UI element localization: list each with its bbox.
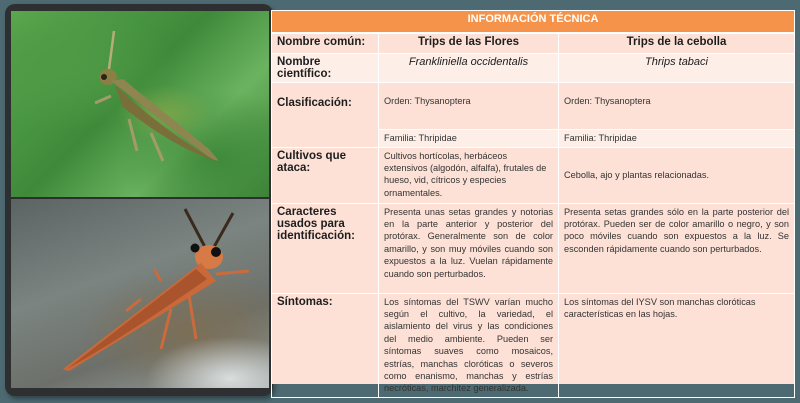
table-title: INFORMACIÓN TÉCNICA <box>272 11 795 34</box>
table-row-scientific-name <box>272 53 795 82</box>
row-label: Nombre común: <box>272 33 379 53</box>
row-label: Nombre científico: <box>272 53 379 82</box>
crops-flores: Cultivos hortícolas, herbáceos extensivos (algodón, alfalfa), frutales de hueso, vid, cítricos y especies ornamentales. <box>379 147 559 203</box>
crops-cebolla: Cebolla, ajo y plantas relacionadas. <box>559 147 795 203</box>
symptoms-cebolla: Los síntomas del IYSV son manchas cloróticas características en las hojas. <box>559 293 795 397</box>
table-row-common-name <box>272 33 795 53</box>
family-flores: Familia: Thripidae <box>379 129 559 147</box>
order-flores: Orden: Thysanoptera <box>379 82 559 129</box>
table-row-crops <box>272 147 795 203</box>
row-label: Clasificación: <box>272 82 379 147</box>
identification-cebolla: Presenta setas grandes sólo en la parte posterior del protórax. Pueden ser de color amarillo o negro, y son poco móviles cuando son expuestos a la luz. Se esconden rápidamente cuando son perturbados. <box>559 203 795 293</box>
table-row-identification <box>272 203 795 293</box>
thrips-onion-photo <box>11 199 269 388</box>
identification-flores: Presenta unas setas grandes y notorias en la parte anterior y posterior del protórax. Generalmente son de color amarillo, y son muy móviles cuando son expuestos a la luz. Vuelan rápidamente cuando son perturbados. <box>379 203 559 293</box>
scientific-name-flores: Frankliniella occidentalis <box>379 53 559 82</box>
order-cebolla: Orden: Thysanoptera <box>559 82 795 129</box>
table-row-symptoms <box>272 293 795 397</box>
thrips-flowers-photo <box>11 11 269 197</box>
scientific-name-cebolla: Thrips tabaci <box>559 53 795 82</box>
row-label: Caracteres usados para identificación: <box>272 203 379 293</box>
technical-info-table <box>271 10 794 394</box>
row-label: Cultivos que ataca: <box>272 147 379 203</box>
thrips-insect-icon <box>11 199 269 388</box>
column-header-flores: Trips de las Flores <box>379 33 559 53</box>
column-header-cebolla: Trips de la cebolla <box>559 33 795 53</box>
thrips-insect-icon <box>11 11 269 197</box>
symptoms-flores: Los síntomas del TSWV varían mucho según el cultivo, la variedad, el aislamiento del virus y las condiciones del medio ambiente. Pueden ser síntomas suaves como mosaicos, estrías, manchas cloróticas o severos como enanismo, manchas y estrías necróticas, marchitez generalizada. <box>379 293 559 397</box>
row-label: Síntomas: <box>272 293 379 397</box>
table-row-classification <box>272 82 795 129</box>
family-cebolla: Familia: Thripidae <box>559 129 795 147</box>
photo-frame <box>5 4 273 396</box>
